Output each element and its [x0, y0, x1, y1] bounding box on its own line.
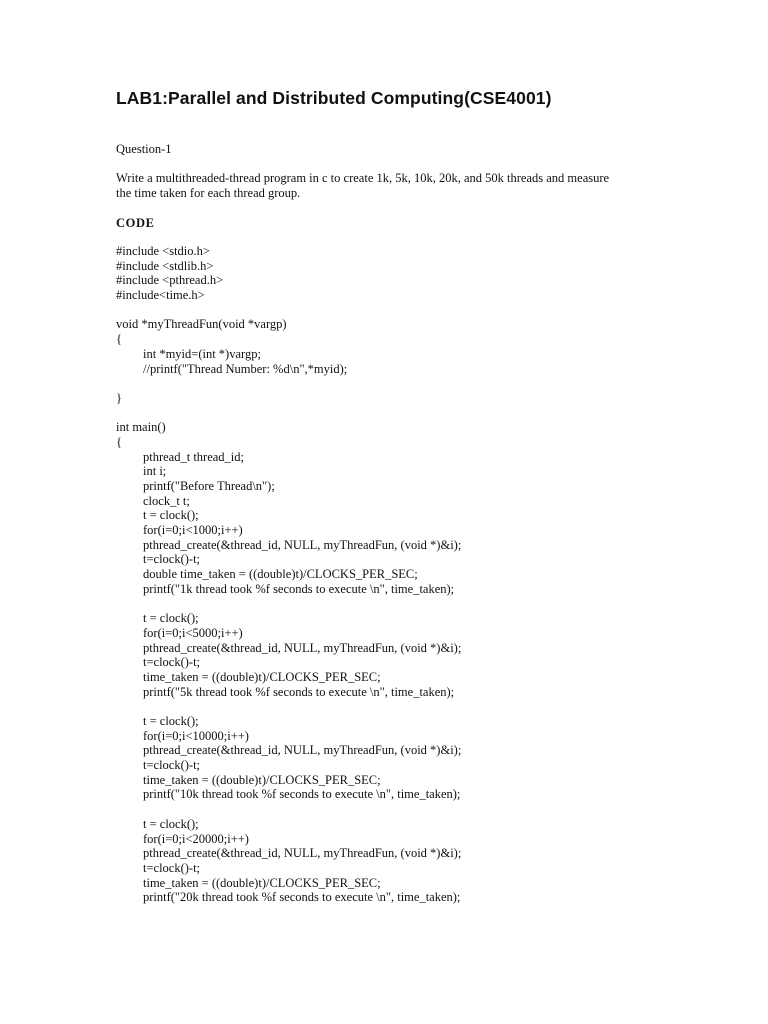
code-line: for(i=0;i<10000;i++)	[143, 728, 249, 743]
code-line: int *myid=(int *)vargp;	[143, 346, 261, 361]
code-line	[116, 406, 736, 421]
question-label: Question-1	[116, 142, 172, 156]
code-line: }	[116, 390, 122, 405]
code-line	[116, 376, 736, 391]
code-line: pthread_t thread_id;	[143, 449, 245, 464]
code-line: printf("20k thread took %f seconds to execute \n", time_taken);	[143, 890, 461, 905]
code-block	[116, 244, 736, 905]
code-line: t=clock()-t;	[143, 655, 201, 670]
code-line: pthread_create(&thread_id, NULL, myThreadFun, (void *)&i);	[143, 846, 462, 861]
code-line: #include <stdlib.h>	[116, 258, 214, 273]
code-line: t = clock();	[143, 714, 199, 728]
code-line: t=clock()-t;	[143, 860, 201, 875]
code-line: for(i=0;i<5000;i++)	[143, 625, 243, 640]
code-line: #include <pthread.h>	[116, 273, 224, 288]
code-line: {	[116, 332, 122, 347]
code-line: printf("5k thread took %f seconds to execute \n", time_taken);	[143, 684, 455, 699]
code-line: int i;	[143, 464, 167, 479]
code-line: t = clock();	[143, 508, 199, 523]
code-line: double time_taken = ((double)t)/CLOCKS_PER_SEC;	[143, 567, 418, 582]
code-line: pthread_create(&thread_id, NULL, myThreadFun, (void *)&i);	[143, 743, 462, 758]
code-line: printf("Before Thread\n");	[143, 479, 275, 493]
document-title: LAB1:Parallel and Distributed Computing(CSE4001)	[116, 88, 552, 108]
question-text-line: Write a multithreaded-thread program in c to create 1k, 5k, 10k, 20k, and 50k threads and measure	[116, 171, 610, 185]
code-line: for(i=0;i<20000;i++)	[143, 831, 249, 846]
code-line: pthread_create(&thread_id, NULL, myThreadFun, (void *)&i);	[143, 537, 462, 552]
code-line: t=clock()-t;	[143, 552, 201, 567]
code-line: //printf("Thread Number: %d\n",*myid);	[143, 361, 348, 376]
code-line: time_taken = ((double)t)/CLOCKS_PER_SEC;	[143, 772, 381, 787]
code-line	[116, 699, 736, 714]
code-line: t = clock();	[143, 611, 199, 626]
code-line	[116, 303, 736, 318]
code-line: time_taken = ((double)t)/CLOCKS_PER_SEC;	[143, 875, 381, 890]
code-line: #include <stdio.h>	[116, 244, 210, 258]
code-line: printf("1k thread took %f seconds to execute \n", time_taken);	[143, 581, 455, 596]
code-line: t=clock()-t;	[143, 758, 201, 773]
code-line: {	[116, 434, 122, 449]
code-line: #include<time.h>	[116, 288, 205, 303]
code-line: printf("10k thread took %f seconds to execute \n", time_taken);	[143, 787, 461, 802]
code-line: t = clock();	[143, 816, 199, 831]
code-line: pthread_create(&thread_id, NULL, myThreadFun, (void *)&i);	[143, 640, 462, 655]
code-line: time_taken = ((double)t)/CLOCKS_PER_SEC;	[143, 669, 381, 684]
code-line: int main()	[116, 420, 166, 435]
code-line	[116, 802, 736, 817]
code-line: clock_t t;	[143, 493, 190, 508]
question-text	[116, 171, 676, 201]
code-line: void *myThreadFun(void *vargp)	[116, 317, 287, 332]
question-text-line: the time taken for each thread group.	[116, 186, 301, 200]
code-line: for(i=0;i<1000;i++)	[143, 523, 243, 538]
code-heading: CODE	[116, 216, 155, 230]
code-line	[116, 597, 736, 612]
